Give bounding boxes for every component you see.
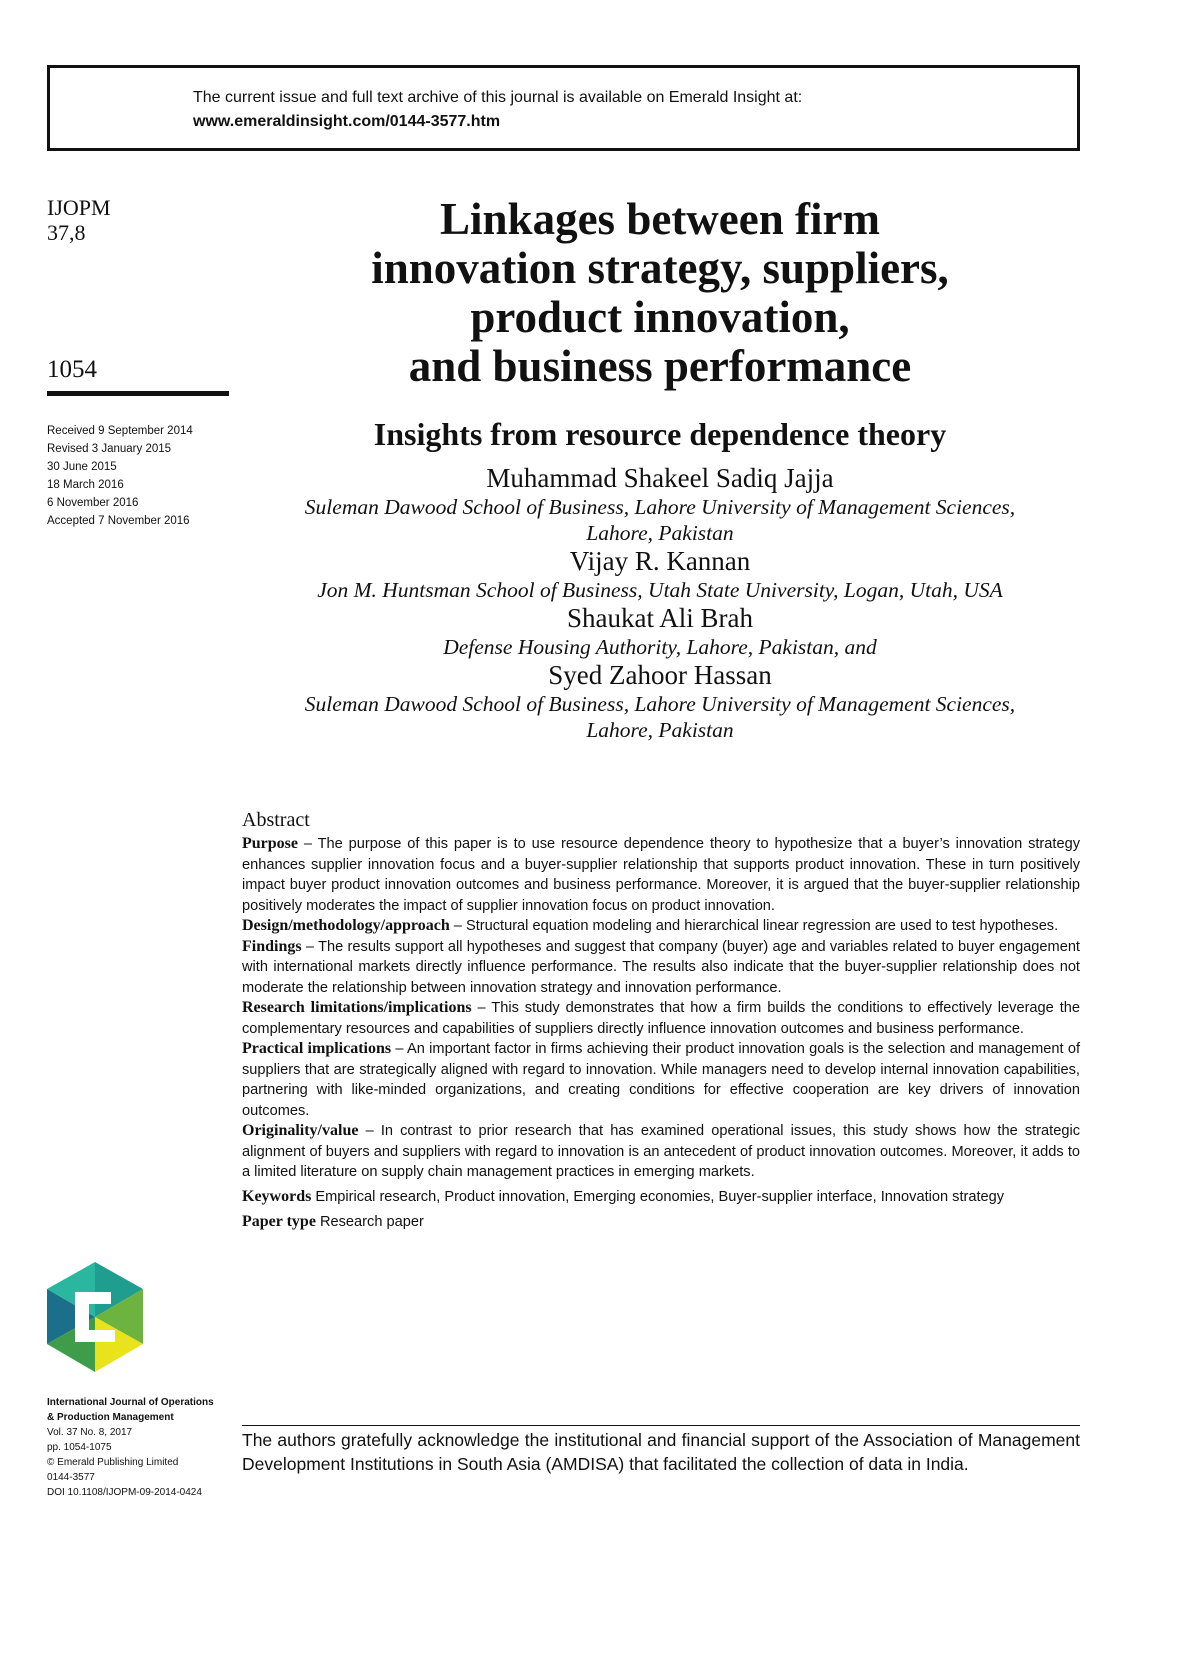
abstract-limitations (242, 998, 1080, 1039)
abstract-purpose (242, 834, 1080, 916)
received-dates (47, 422, 193, 530)
section-label: Findings (242, 937, 302, 955)
notice-url[interactable]: www.emeraldinsight.com/0144-3577.htm (193, 113, 501, 130)
journal-notice-box (47, 65, 1080, 151)
title-line: and business performance (408, 341, 912, 391)
keywords-label: Keywords (242, 1187, 312, 1205)
revised-date: 30 June 2015 (47, 461, 117, 473)
section-text: – An important factor in firms achieving their product innovation goals is the selection and management of suppliers that are strategically aligned with regard to innovation. While managers need to develop internal innovation capabilities, partnering with like-minded organizations, and creating conditions for effective cooperation are key drivers of innovation outcomes. (242, 1041, 1080, 1119)
footnote-rule (242, 1425, 1080, 1426)
paper-title (240, 195, 1080, 391)
keywords (242, 1187, 1080, 1208)
abstract (242, 808, 1080, 1233)
title-line: product innovation, (470, 292, 850, 342)
revised-date: 18 March 2016 (47, 479, 124, 491)
title-line: Linkages between firm (440, 194, 880, 244)
section-label: Research limitations/implications (242, 999, 472, 1016)
accepted-date: Accepted 7 November 2016 (47, 515, 190, 527)
journal-issn-line: 0144-3577 (47, 1472, 95, 1483)
author-affiliation: Jon M. Huntsman School of Business, Utah State University, Logan, Utah, USA (317, 578, 1003, 602)
abstract-practical (242, 1039, 1080, 1121)
author-affiliation: Lahore, Pakistan (586, 718, 734, 742)
page-number-rule (47, 391, 229, 396)
revised-date: 6 November 2016 (47, 497, 139, 509)
section-label: Originality/value (242, 1122, 359, 1139)
paper-type-label: Paper type (242, 1213, 316, 1230)
section-text: – This study demonstrates that how a firm builds the conditions to effectively leverage the complementary resources and capabilities of suppliers directly influence innovation outcomes and business performance. (242, 1000, 1080, 1037)
revised-date: Revised 3 January 2015 (47, 443, 172, 455)
author-name: Syed Zahoor Hassan (548, 660, 772, 690)
keywords-text: Empirical research, Product innovation, Emerging economies, Buyer-supplier interface, Innovation strategy (311, 1188, 1005, 1205)
journal-name-line: & Production Management (47, 1412, 174, 1423)
journal-abbrev: IJOPM (47, 195, 111, 220)
author-name: Shaukat Ali Brah (567, 603, 753, 633)
section-text: – The purpose of this paper is to use resource dependence theory to hypothesize that a buyer’s innovation strategy enhances supplier innovation focus and a buyer-supplier relationship that supports product innovation. These in turn positively impact buyer product innovation outcomes and business performance. Moreover, it is argued that the buyer-supplier relationship positively moderates the impact of supplier innovation focus on product innovation. (242, 836, 1080, 914)
section-text: – In contrast to prior research that has examined operational issues, this study shows how the strategic alignment of buyers and suppliers with regard to innovation is an antecedent of product innovation outcomes. Moreover, it adds to a limited literature on supply chain management practices in emerging markets. (242, 1123, 1080, 1180)
section-label: Design/methodology/approach (242, 917, 450, 934)
journal-doi-line: DOI 10.1108/IJOPM-09-2014-0424 (47, 1487, 202, 1498)
author-name: Muhammad Shakeel Sadiq Jajja (486, 463, 834, 493)
section-text: – The results support all hypotheses and suggest that company (buyer) age and variables related to buyer engagement with international markets directly influence performance. The results also indicate that the buyer-supplier relationship does not moderate the relationship between innovation strategy and innovation performance. (242, 938, 1080, 996)
paper-type-text: Research paper (315, 1214, 424, 1230)
abstract-heading: Abstract (242, 809, 310, 831)
journal-short-label (47, 195, 111, 245)
abstract-findings (242, 937, 1080, 999)
abstract-design (242, 916, 1080, 937)
journal-volume-line: Vol. 37 No. 8, 2017 (47, 1427, 133, 1438)
emerald-logo-icon (47, 1262, 143, 1372)
author-affiliation: Suleman Dawood School of Business, Lahore University of Management Sciences, (304, 692, 1016, 716)
journal-volume: 37,8 (47, 220, 86, 245)
page-number: 1054 (47, 356, 97, 383)
journal-info (47, 1395, 214, 1500)
received-date: Received 9 September 2014 (47, 425, 193, 437)
author-name: Vijay R. Kannan (569, 546, 751, 576)
journal-publisher-line: © Emerald Publishing Limited (47, 1457, 179, 1468)
abstract-originality (242, 1121, 1080, 1183)
section-label: Purpose (242, 835, 298, 852)
section-text: – Structural equation modeling and hierarchical linear regression are used to test hypotheses. (449, 918, 1059, 934)
author-affiliation: Suleman Dawood School of Business, Lahore University of Management Sciences, (304, 495, 1016, 519)
author-affiliation: Defense Housing Authority, Lahore, Pakistan, and (443, 635, 877, 659)
title-line: innovation strategy, suppliers, (371, 243, 949, 293)
author-list (240, 463, 1080, 743)
paper-type (242, 1212, 1080, 1233)
paper-subtitle: Insights from resource dependence theory (373, 416, 947, 452)
journal-name-line: International Journal of Operations (47, 1397, 214, 1408)
journal-pages-line: pp. 1054-1075 (47, 1442, 112, 1453)
acknowledgement: The authors gratefully acknowledge the institutional and financial support of the Association of Management Development Institutions in South Asia (AMDISA) that facilitated the collection of data in India. (242, 1430, 1080, 1474)
section-label: Practical implications (242, 1040, 392, 1057)
notice-text: The current issue and full text archive of this journal is available on Emerald Insight at: (193, 89, 803, 106)
author-affiliation: Lahore, Pakistan (586, 521, 734, 545)
